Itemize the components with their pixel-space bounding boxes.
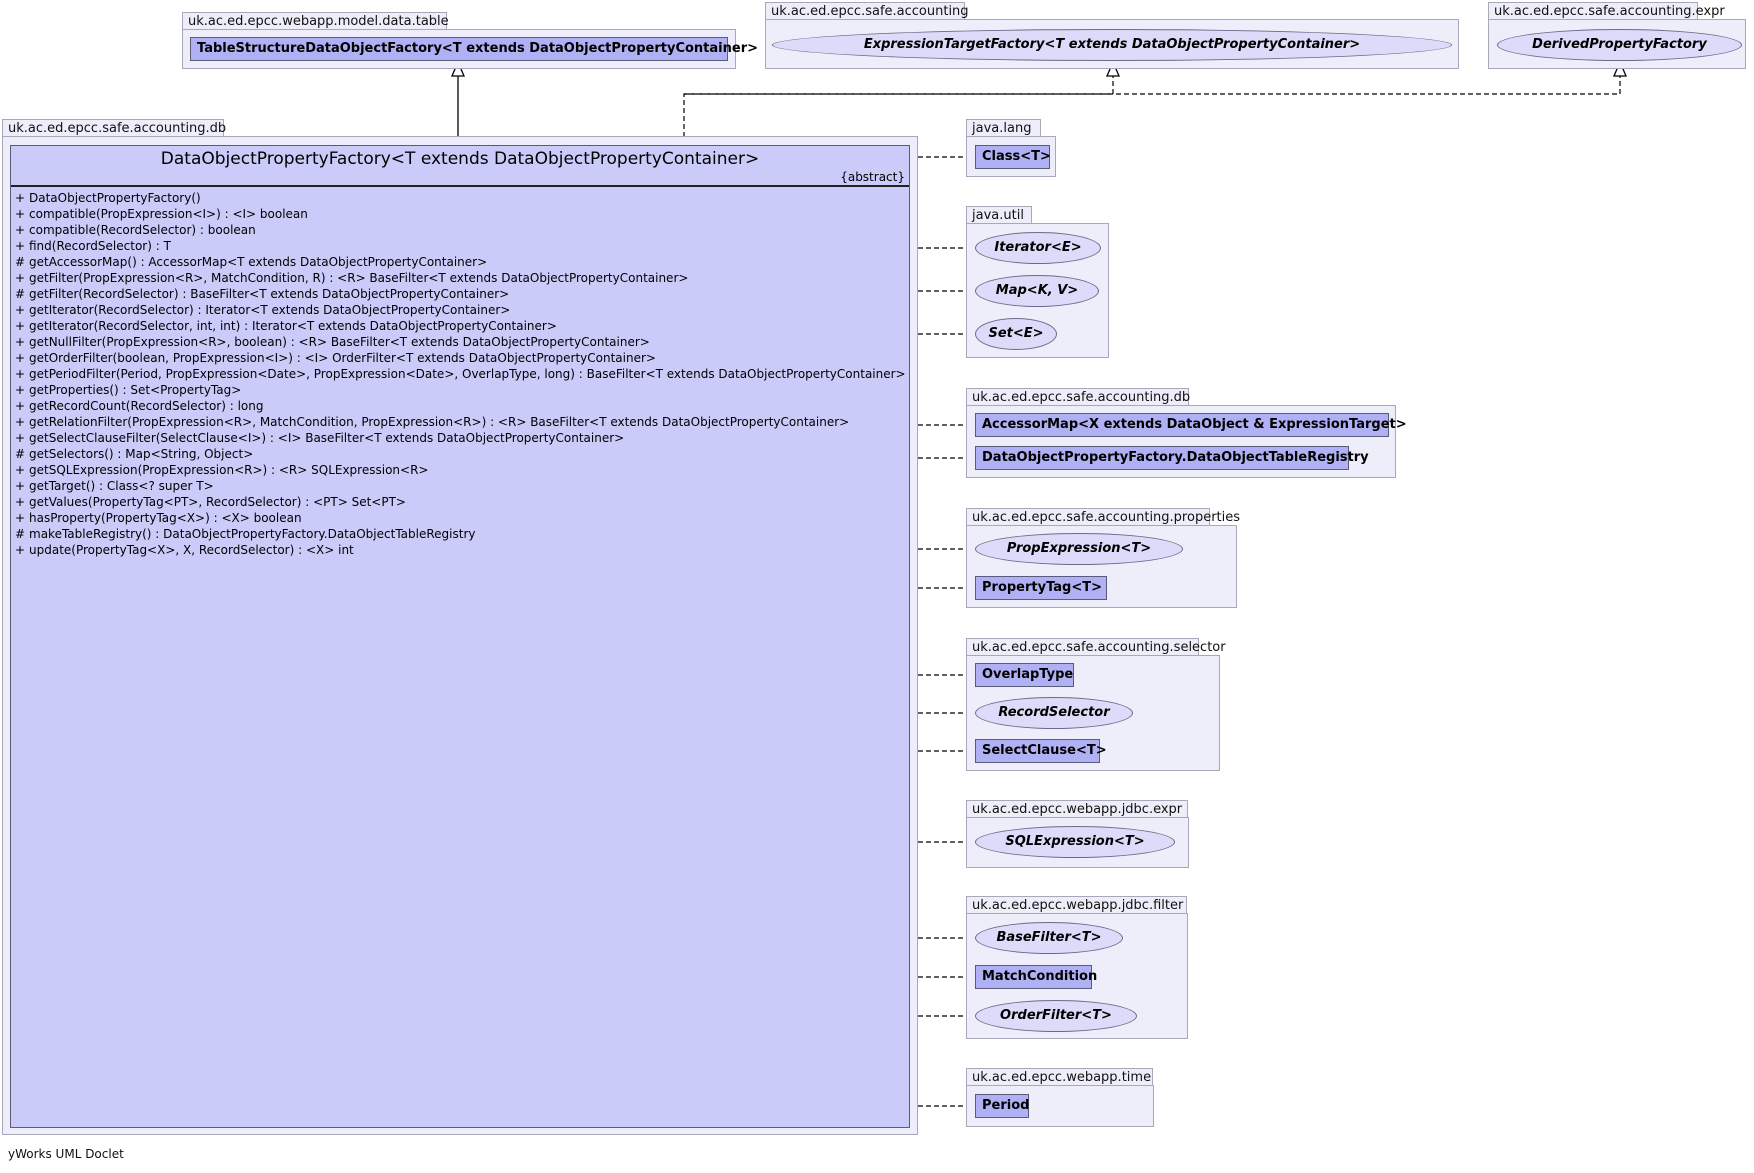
- method-signature: getSQLExpression(PropExpression<R>) : <R> SQLExpression<R>: [29, 463, 429, 477]
- class-class[interactable]: Class<T>: [975, 145, 1050, 169]
- package-tab-uk-ac-ed-epcc-safe-accounting: uk.ac.ed.epcc.safe.accounting: [765, 2, 965, 20]
- method-row[interactable]: [15, 206, 906, 222]
- method-row[interactable]: [15, 494, 906, 510]
- method-row[interactable]: [15, 286, 906, 302]
- package-tab-uk-ac-ed-epcc-webapp-jdbc-filter: uk.ac.ed.epcc.webapp.jdbc.filter: [966, 896, 1187, 914]
- visibility-marker: +: [15, 223, 26, 237]
- package-tab-java-lang: java.lang: [966, 119, 1041, 137]
- method-signature: DataObjectPropertyFactory(): [29, 191, 201, 205]
- visibility-marker: +: [15, 495, 26, 509]
- method-row[interactable]: [15, 366, 906, 382]
- method-row[interactable]: [15, 526, 906, 542]
- class-overlaptype[interactable]: OverlapType: [975, 663, 1074, 687]
- package-tab-uk-ac-ed-epcc-webapp-model-data-table: uk.ac.ed.epcc.webapp.model.data.table: [182, 12, 447, 30]
- visibility-marker: #: [15, 287, 26, 301]
- interface-derivedpropertyfactory[interactable]: DerivedPropertyFactory: [1497, 29, 1742, 61]
- interface-basefilter[interactable]: BaseFilter<T>: [975, 922, 1123, 954]
- method-row[interactable]: [15, 542, 906, 558]
- interface-orderfilter[interactable]: OrderFilter<T>: [975, 1000, 1137, 1032]
- visibility-marker: +: [15, 335, 26, 349]
- method-list: [15, 190, 906, 558]
- method-signature: compatible(RecordSelector) : boolean: [29, 223, 256, 237]
- method-signature: getFilter(RecordSelector) : BaseFilter<T extends DataObjectPropertyContainer>: [29, 287, 510, 301]
- abstract-stereotype: {abstract}: [840, 170, 905, 184]
- interface-propexpression[interactable]: PropExpression<T>: [975, 533, 1183, 565]
- package-tab-uk-ac-ed-epcc-safe-accounting-expr: uk.ac.ed.epcc.safe.accounting.expr: [1488, 2, 1698, 20]
- visibility-marker: +: [15, 207, 26, 221]
- package-tab-uk-ac-ed-epcc-webapp-jdbc-expr: uk.ac.ed.epcc.webapp.jdbc.expr: [966, 800, 1188, 818]
- method-row[interactable]: [15, 430, 906, 446]
- class-accessormap[interactable]: AccessorMap<X extends DataObject & ExpressionTarget>: [975, 413, 1389, 437]
- visibility-marker: +: [15, 383, 26, 397]
- method-row[interactable]: [15, 462, 906, 478]
- method-signature: compatible(PropExpression<I>) : <I> boolean: [29, 207, 308, 221]
- method-row[interactable]: [15, 190, 906, 206]
- main-package-tab: uk.ac.ed.epcc.safe.accounting.db: [2, 119, 224, 137]
- visibility-marker: +: [15, 271, 26, 285]
- method-signature: getIterator(RecordSelector) : Iterator<T extends DataObjectPropertyContainer>: [29, 303, 511, 317]
- visibility-marker: +: [15, 191, 26, 205]
- implements-edge-expression-target-factory: [684, 62, 1113, 145]
- method-signature: hasProperty(PropertyTag<X>) : <X> boolean: [29, 511, 302, 525]
- method-row[interactable]: [15, 302, 906, 318]
- visibility-marker: +: [15, 415, 26, 429]
- interface-recordselector[interactable]: RecordSelector: [975, 697, 1133, 729]
- class-propertytag[interactable]: PropertyTag<T>: [975, 576, 1107, 600]
- interface-sqlexpression[interactable]: SQLExpression<T>: [975, 826, 1175, 858]
- package-tab-uk-ac-ed-epcc-safe-accounting-properties: uk.ac.ed.epcc.safe.accounting.properties: [966, 508, 1210, 526]
- method-signature: getTarget() : Class<? super T>: [29, 479, 214, 493]
- method-signature: update(PropertyTag<X>, X, RecordSelector) : <X> int: [29, 543, 354, 557]
- method-signature: getOrderFilter(boolean, PropExpression<I>) : <I> OrderFilter<T extends DataObjectPropertyContainer>: [29, 351, 656, 365]
- visibility-marker: #: [15, 255, 26, 269]
- visibility-marker: +: [15, 463, 26, 477]
- visibility-marker: #: [15, 447, 26, 461]
- method-row[interactable]: [15, 510, 906, 526]
- package-tab-uk-ac-ed-epcc-safe-accounting-selector: uk.ac.ed.epcc.safe.accounting.selector: [966, 638, 1199, 656]
- method-signature: getSelectClauseFilter(SelectClause<I>) : <I> BaseFilter<T extends DataObjectPropertyContainer>: [29, 431, 625, 445]
- visibility-marker: #: [15, 527, 26, 541]
- method-signature: getNullFilter(PropExpression<R>, boolean) : <R> BaseFilter<T extends DataObjectPropertyContainer>: [29, 335, 650, 349]
- visibility-marker: +: [15, 479, 26, 493]
- method-row[interactable]: [15, 398, 906, 414]
- visibility-marker: +: [15, 431, 26, 445]
- visibility-marker: +: [15, 511, 26, 525]
- method-signature: getRelationFilter(PropExpression<R>, MatchCondition, PropExpression<R>) : <R> BaseFilter<T extends DataObjectPropertyContainer>: [29, 415, 850, 429]
- interface-map[interactable]: Map<K, V>: [975, 275, 1099, 307]
- method-row[interactable]: [15, 222, 906, 238]
- method-row[interactable]: [15, 270, 906, 286]
- method-signature: getFilter(PropExpression<R>, MatchCondition, R) : <R> BaseFilter<T extends DataObjectPropertyContainer>: [29, 271, 689, 285]
- method-row[interactable]: [15, 254, 906, 270]
- visibility-marker: +: [15, 367, 26, 381]
- method-signature: getSelectors() : Map<String, Object>: [29, 447, 254, 461]
- class-period[interactable]: Period: [975, 1094, 1029, 1118]
- visibility-marker: +: [15, 239, 26, 253]
- method-row[interactable]: [15, 382, 906, 398]
- class-matchcondition[interactable]: MatchCondition: [975, 965, 1092, 989]
- method-signature: getRecordCount(RecordSelector) : long: [29, 399, 264, 413]
- method-row[interactable]: [15, 414, 906, 430]
- method-signature: getValues(PropertyTag<PT>, RecordSelector) : <PT> Set<PT>: [29, 495, 406, 509]
- footer-credit: yWorks UML Doclet: [8, 1147, 124, 1161]
- method-row[interactable]: [15, 446, 906, 462]
- visibility-marker: +: [15, 351, 26, 365]
- method-signature: getPeriodFilter(Period, PropExpression<Date>, PropExpression<Date>, OverlapType, long) : BaseFilter<T extends DataObjectPropertyContainer>: [29, 367, 906, 381]
- method-signature: find(RecordSelector) : T: [29, 239, 171, 253]
- main-class-name: DataObjectPropertyFactory<T extends DataObjectPropertyContainer>: [160, 149, 760, 169]
- interface-expressiontargetfactory[interactable]: ExpressionTargetFactory<T extends DataObjectPropertyContainer>: [772, 29, 1452, 61]
- method-signature: getIterator(RecordSelector, int, int) : Iterator<T extends DataObjectPropertyContainer>: [29, 319, 557, 333]
- visibility-marker: +: [15, 399, 26, 413]
- class-dataobjectpropertyfactory-dataobjecttableregistry[interactable]: DataObjectPropertyFactory.DataObjectTableRegistry: [975, 446, 1349, 470]
- main-class-box[interactable]: [10, 145, 910, 1128]
- package-tab-uk-ac-ed-epcc-safe-accounting-db: uk.ac.ed.epcc.safe.accounting.db: [966, 388, 1189, 406]
- compartment-divider: [11, 185, 909, 187]
- visibility-marker: +: [15, 319, 26, 333]
- method-signature: getProperties() : Set<PropertyTag>: [29, 383, 242, 397]
- method-row[interactable]: [15, 318, 906, 334]
- package-tab-java-util: java.util: [966, 206, 1032, 224]
- method-row[interactable]: [15, 238, 906, 254]
- package-tab-uk-ac-ed-epcc-webapp-time: uk.ac.ed.epcc.webapp.time: [966, 1068, 1153, 1086]
- visibility-marker: +: [15, 543, 26, 557]
- interface-set[interactable]: Set<E>: [975, 318, 1057, 350]
- visibility-marker: +: [15, 303, 26, 317]
- method-row[interactable]: [15, 478, 906, 494]
- method-row[interactable]: [15, 350, 906, 366]
- method-signature: makeTableRegistry() : DataObjectPropertyFactory.DataObjectTableRegistry: [29, 527, 476, 541]
- method-signature: getAccessorMap() : AccessorMap<T extends DataObjectPropertyContainer>: [29, 255, 488, 269]
- method-row[interactable]: [15, 334, 906, 350]
- class-selectclause[interactable]: SelectClause<T>: [975, 739, 1100, 763]
- interface-iterator[interactable]: Iterator<E>: [975, 232, 1101, 264]
- class-tablestructuredataobjectfactory[interactable]: TableStructureDataObjectFactory<T extends DataObjectPropertyContainer>: [190, 37, 728, 61]
